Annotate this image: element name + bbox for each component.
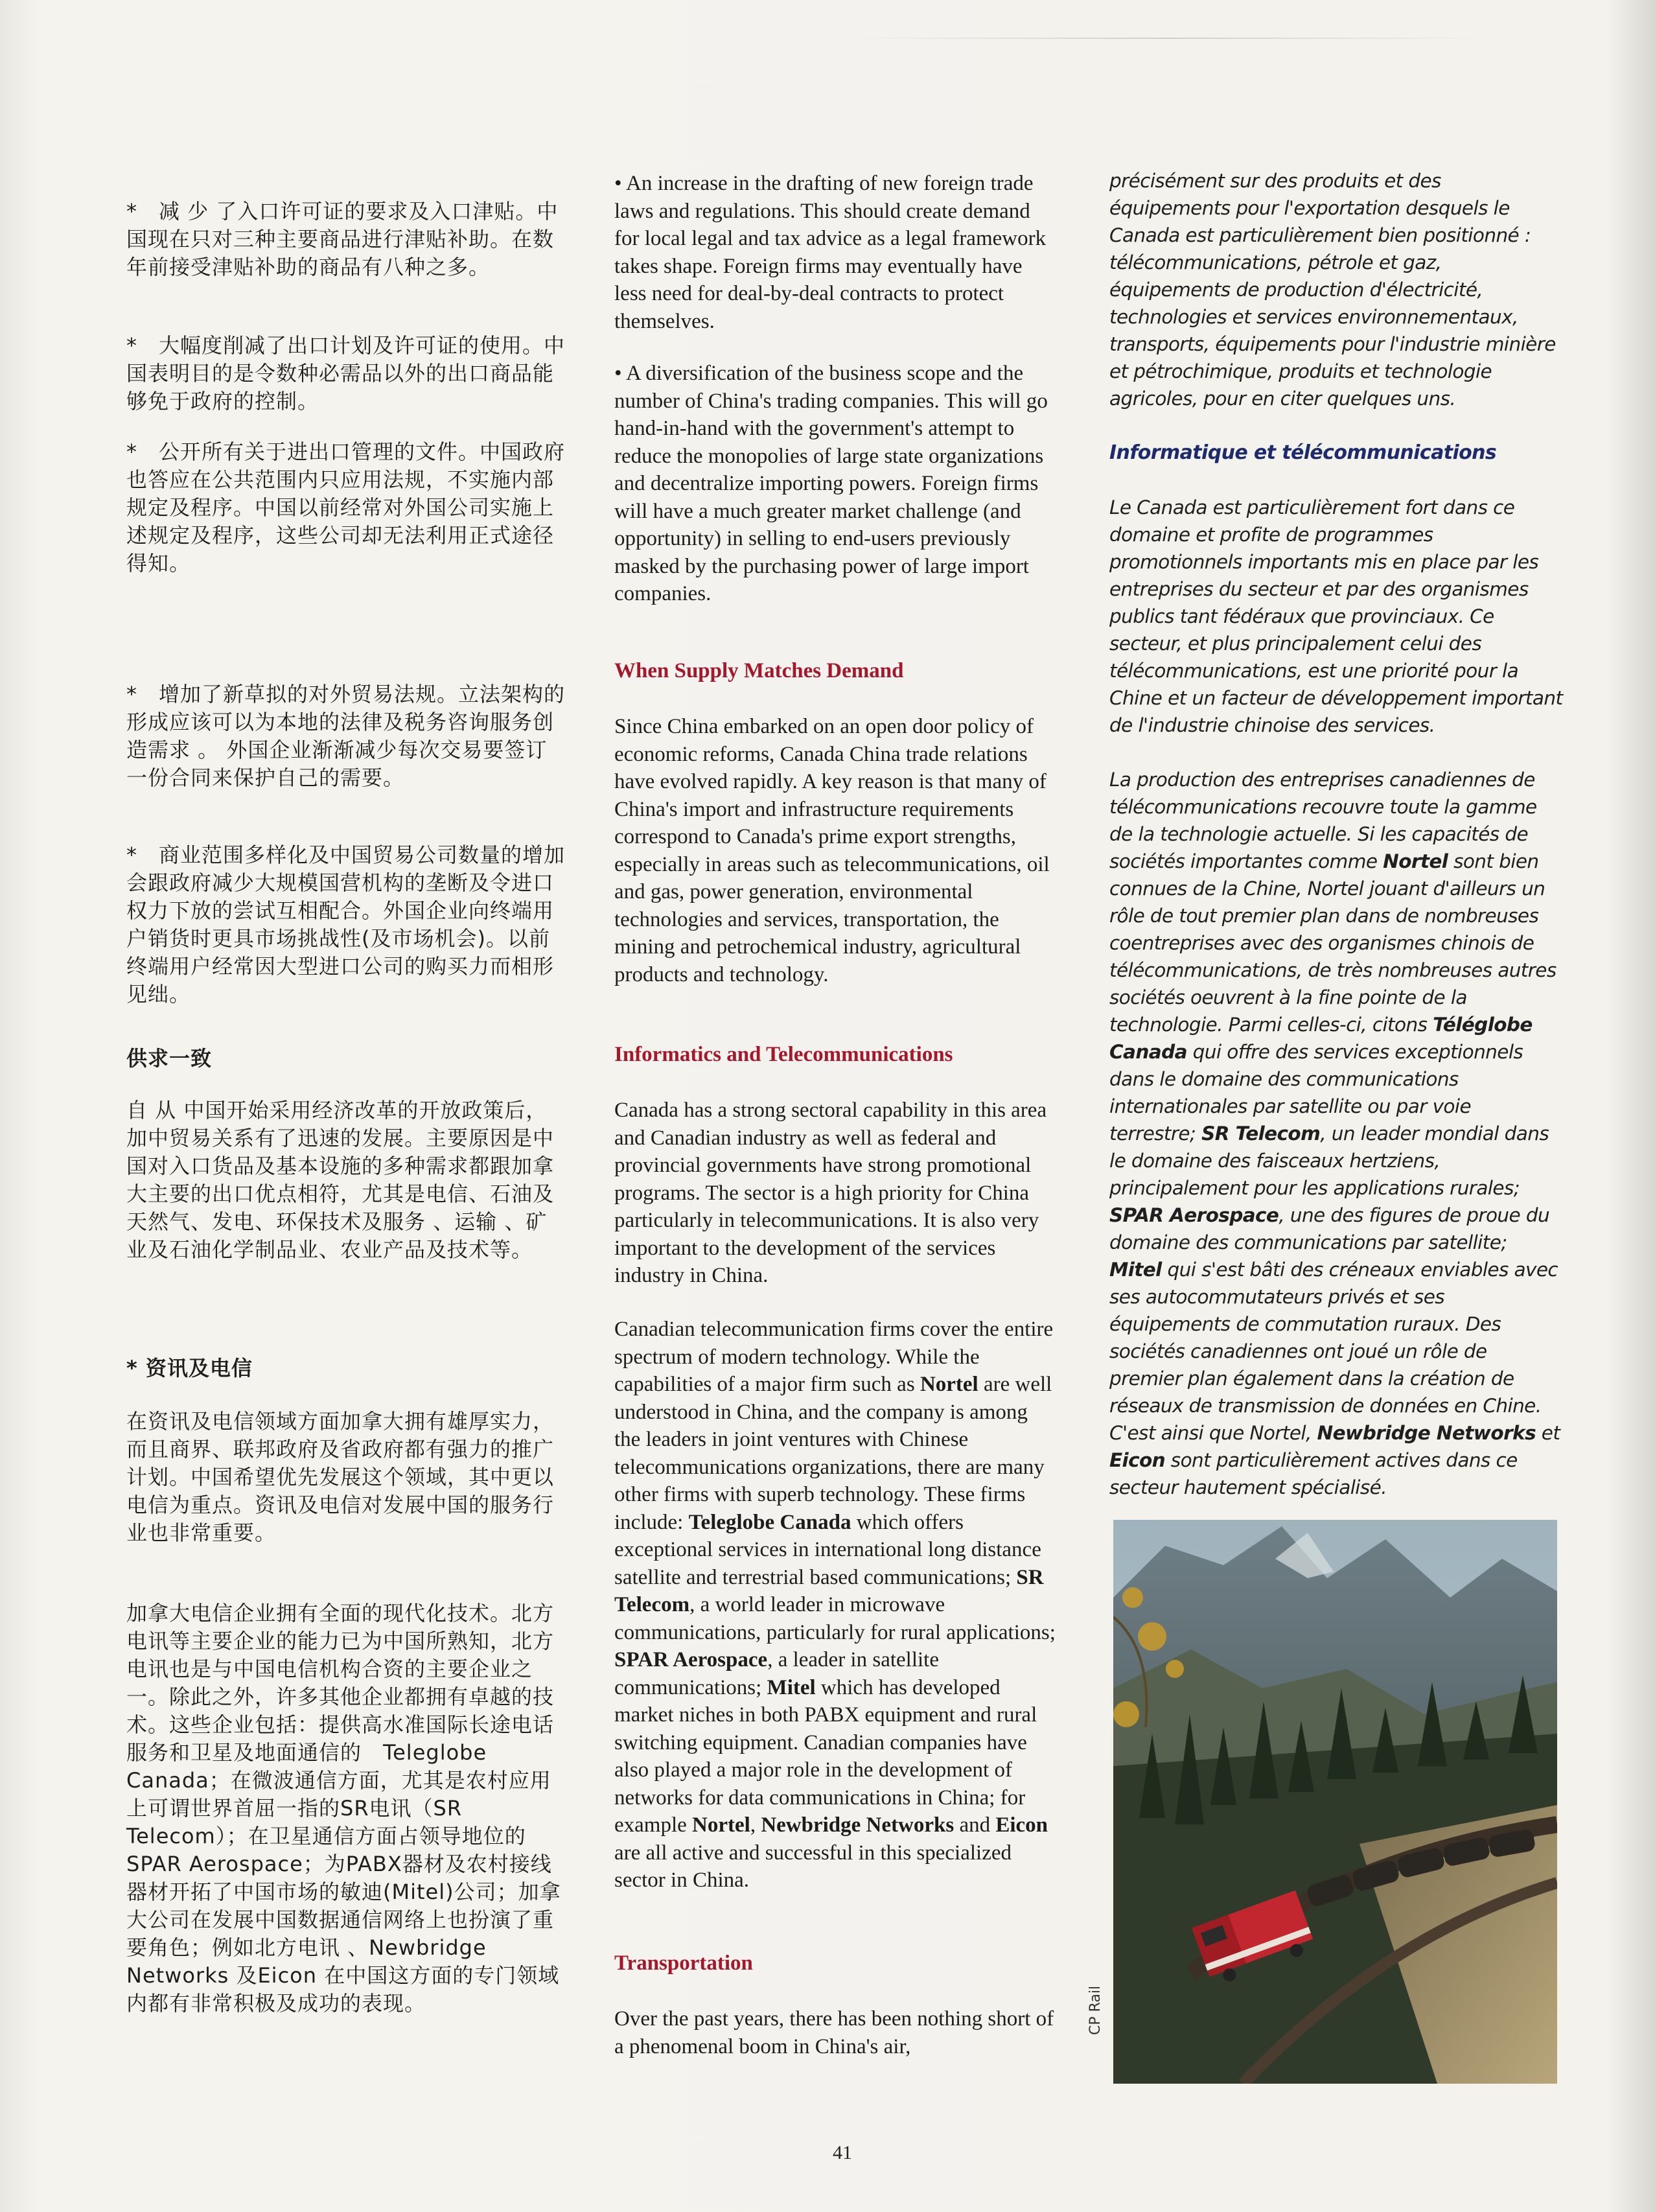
en-bullet-1: • An increase in the drafting of new foreign trade laws and regulations. This should create demand for local legal and tax advice as a legal framework takes shape. Foreign firms may eventually have less need for deal-by-deal contracts to protect themselves. [614,172,1047,333]
company-mitel: Mitel [767,1675,816,1699]
company-nortel: Nortel [1383,850,1448,872]
en-paragraph-telecom-2: Canadian telecommunication firms cover the entire spectrum of modern technology. While the capabilities of a major firm such as Nortel are well understood in China, and the company is among the leaders in joint ventures with Chinese telecommunications organizations, there are many other firms with superb technology. These firms include: Teleglobe Canada which offers exceptional services in international long distance satellite and terrestrial based communications; SR Telecom, a world leader in microwave communications, particularly for rural applications; SPAR Aerospace, a leader in satellite communications; Mitel which has developed market niches in both PABX equipment and rural switching equipment. Canadian companies have also played a major role in the development of networks for data communications in China; for example Nortel, Newbridge Networks and Eicon are all active and successful in this specialized sector in China. [614,1318,1056,1892]
photo-credit: CP Rail [1087,1985,1104,2035]
zh-paragraph-telecom-2: 加拿大电信企业拥有全面的现代化技术。北方电讯等主要企业的能力已为中国所熟知，北方电讯也是与中国电信机构合资的主要企业之一。除此之外，许多其他企业都拥有卓越的技术。这些企业包括：提供高水准国际长途电话服务和卫星及地面通信的 Teleglobe Canada；在微波通信方面，尤其是农村应用上可谓世界首屈一指的SR电讯（SR Telecom）；在卫星通信方面占领导地位的 SPAR Aerospace；为PABX器材及农村接线器材开拓了中国市场的敏迪(Mitel)公司；加拿大公司在发展中国数据通信网络上也扮演了重要角色；例如北方电讯 、Newbridge Networks 及Eicon 在中国这方面的专门领域内都有非常积极及成功的表现。 [126,1601,561,2016]
company-newbridge: Newbridge Networks [1317,1422,1536,1444]
company-nortel: Nortel [920,1373,978,1396]
company-sr-telecom: SR Telecom [614,1565,1044,1616]
zh-bullet-5: * 商业范围多样化及中国贸易公司数量的增加会跟政府减少大规模国营机构的垄断及令进口权力下放的尝试互相配合。外国企业向终端用户销货时更具市场挑战性(及市场机会)。以前终端用户经常因大型进口公司的购买力而相形见绌。 [126,843,566,1007]
fr-paragraph-telecom-2: La production des entreprises canadiennes de télécommunications recouvre toute la gamme de la technologie actuelle. Si les capacités de sociétés importantes comme Nortel sont bien connues de la Chine, Nortel jouant d'ailleurs un rôle de tout premier plan dans de nombreuses coentreprises avec des organismes chinois de télécommunications, de très nombreuses autres sociétés oeuvrent à la fine pointe de la technologie. Parmi celles-ci, citons Téléglobe Canada qui offre des services exceptionnels dans le domaine des communications internationales par satellite ou par voie terrestre; SR Telecom, un leader mondial dans le domaine des faisceaux hertziens, principalement pour les applications rurales; SPAR Aerospace, une des figures de proue du domaine des communications par satellite; Mitel qui s'est bâti des créneaux enviables avec ses autocommutateurs privés et ses équipements de commutation ruraux. Des sociétés canadiennes ont joué un rôle de premier plan également dans la création de réseaux de transmission de données en Chine. C'est ainsi que Nortel, Newbridge Networks et Eicon sont particulièrement actives dans ce secteur hautement spécialisé. [1109,769,1560,1498]
train-mountain-illustration [1113,1520,1557,2084]
fr-paragraph-1: précisément sur des produits et des équipements pour l'exportation desquels le Canada est particulièrement bien positionné : télécommunications, pétrole et gaz, équipements de production d'électricité, technologies et services environnementaux, transports, équipements pour l'industrie minière et pétrochimique, produits et technologie agricoles, pour en citer quelques uns. [1109,170,1556,410]
en-heading-supply: When Supply Matches Demand [614,659,904,682]
company-sr-telecom: SR Telecom [1201,1123,1321,1145]
page-number: 41 [833,2142,852,2163]
en-heading-telecom: Informatics and Telecommunications [614,1043,953,1066]
zh-paragraph-telecom-1: 在资讯及电信领域方面加拿大拥有雄厚实力，而且商界、联邦政府及省政府都有强力的推广计划。中国希望优先发展这个领域，其中更以电信为重点。资讯及电信对发展中国的服务行业也非常重要。 [126,1409,555,1545]
fr-heading-telecom: Informatique et télécommunications [1109,441,1497,464]
company-mitel: Mitel [1109,1259,1162,1281]
company-newbridge: Newbridge Networks [761,1813,955,1837]
zh-paragraph-supply: 自 从 中国开始采用经济改革的开放政策后，加中贸易关系有了迅速的发展。主要原因是中国对入口货品及基本设施的多种需求都跟加拿大主要的出口优点相符，尤其是电信、石油及天然气、发电、环保技术及服务 、运输 、矿业及石油化学制品业、农业产品及技术等。 [126,1098,555,1262]
company-spar: SPAR Aerospace [614,1648,768,1671]
en-paragraph-supply: Since China embarked on an open door policy of economic reforms, Canada China trade relations have evolved rapidly. A key reason is that many of China's import and infrastructure requirements correspond to Canada's prime export strengths, especially in areas such as telecommunications, oil and gas, power generation, environmental technologies and services, transportation, the mining and petrochemical industry, agricultural products and technology. [614,715,1050,986]
en-paragraph-telecom-1: Canada has a strong sectoral capability in this area and Canadian industry as well as federal and provincial governments have strong promotional programs. The sector is a high priority for China particularly in telecommunications. It is also very important to the development of the services industry in China. [614,1099,1047,1287]
en-heading-transportation: Transportation [614,1951,753,1975]
zh-bullet-2: * 大幅度削减了出口计划及许可证的使用。中国表明目的是令数种必需品以外的出口商品能够免于政府的控制。 [126,333,566,413]
zh-heading-supply: 供求一致 [126,1046,213,1071]
company-eicon: Eicon [995,1813,1048,1837]
company-nortel: Nortel [692,1813,750,1837]
company-eicon: Eicon [1109,1449,1166,1471]
train-mountain-photo [1113,1520,1557,2084]
zh-bullet-1: * 减 少 了入口许可证的要求及入口津贴。中国现在只对三种主要商品进行津贴补助。在数年前接受津贴补助的商品有八种之多。 [126,199,559,279]
company-spar: SPAR Aerospace [1109,1204,1279,1226]
zh-heading-telecom: * 资讯及电信 [126,1356,253,1380]
top-rule [842,38,1490,39]
fr-paragraph-telecom-1: Le Canada est particulièrement fort dans ce domaine et profite de programmes promotionnels importants mis en place par les entreprises du secteur et par des organismes publics tant fédéraux que provinciaux. Ce secteur, et plus principalement celui des télécommunications, est une priorité pour la Chine et un facteur de développement important de l'industrie chinoise des services. [1109,496,1563,736]
company-teleglobe: Téléglobe Canada [1109,1014,1533,1063]
zh-bullet-3: * 公开所有关于进出口管理的文件。中国政府也答应在公共范围内只应用法规，不实施内部规定及程序。中国以前经常对外国公司实施上述规定及程序，这些公司却无法利用正式途径得知。 [126,439,566,576]
en-bullet-2: • A diversification of the business scope and the number of China's trading companies. This will go hand-in-hand with the government's attempt to reduce the monopolies of large state organizations and decentralize importing powers. Foreign firms will have a much greater market challenge (and opportunity) in selling to end-users previously masked by the purchasing power of large import companies. [614,362,1048,605]
company-teleglobe: Teleglobe Canada [688,1510,851,1534]
en-paragraph-transportation: Over the past years, there has been nothing short of a phenomenal boom in China's air, [614,2007,1054,2058]
zh-bullet-4: * 增加了新草拟的对外贸易法规。立法架构的形成应该可以为本地的法律及税务咨询服务创造需求 。 外国企业渐渐减少每次交易要签订一份合同来保护自己的需要。 [126,682,566,790]
